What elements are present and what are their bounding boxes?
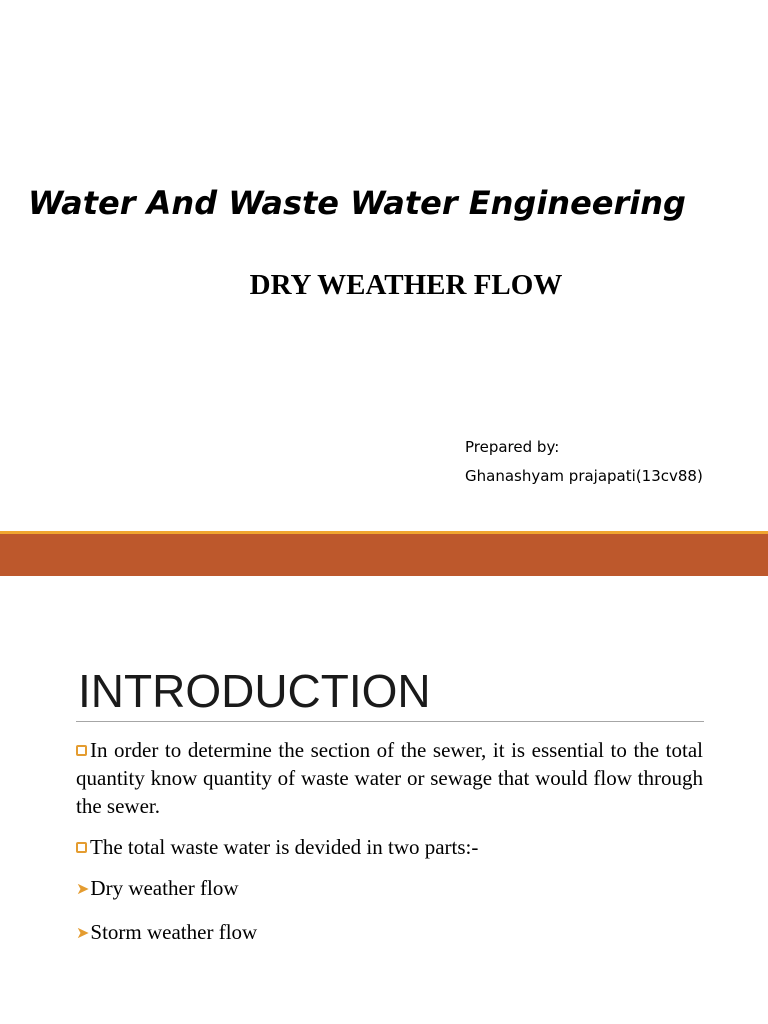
bullet-item (76, 833, 703, 861)
arrow-bullet-icon: ➤ (76, 879, 90, 898)
slide-subtitle: DRY WEATHER FLOW (249, 269, 563, 301)
square-bullet-icon (76, 842, 87, 853)
sub-bullet-item (76, 918, 703, 947)
prepared-by-label: Prepared by: (465, 438, 560, 456)
bullet-text: In order to determine the section of the sewer, it is essential to the total quantity know quantity of waste water or sewage that would flow through the sewer. (76, 738, 703, 818)
bullet-list (76, 736, 703, 962)
sub-bullet-text: Storm weather flow (90, 920, 258, 944)
author-name: Ghanashyam prajapati(13cv88) (465, 467, 703, 485)
heading-divider (76, 721, 704, 722)
slide-title: Water And Waste Water Engineering (28, 184, 686, 222)
introduction-slide (0, 576, 768, 1024)
sub-bullet-item (76, 874, 703, 903)
bullet-text: The total waste water is devided in two parts:- (90, 835, 479, 859)
bullet-item (76, 736, 703, 820)
square-bullet-icon (76, 745, 87, 756)
footer-band (0, 534, 768, 576)
section-heading: INTRODUCTION (78, 665, 431, 717)
arrow-bullet-icon: ➤ (76, 923, 90, 942)
sub-bullet-text: Dry weather flow (90, 876, 239, 900)
